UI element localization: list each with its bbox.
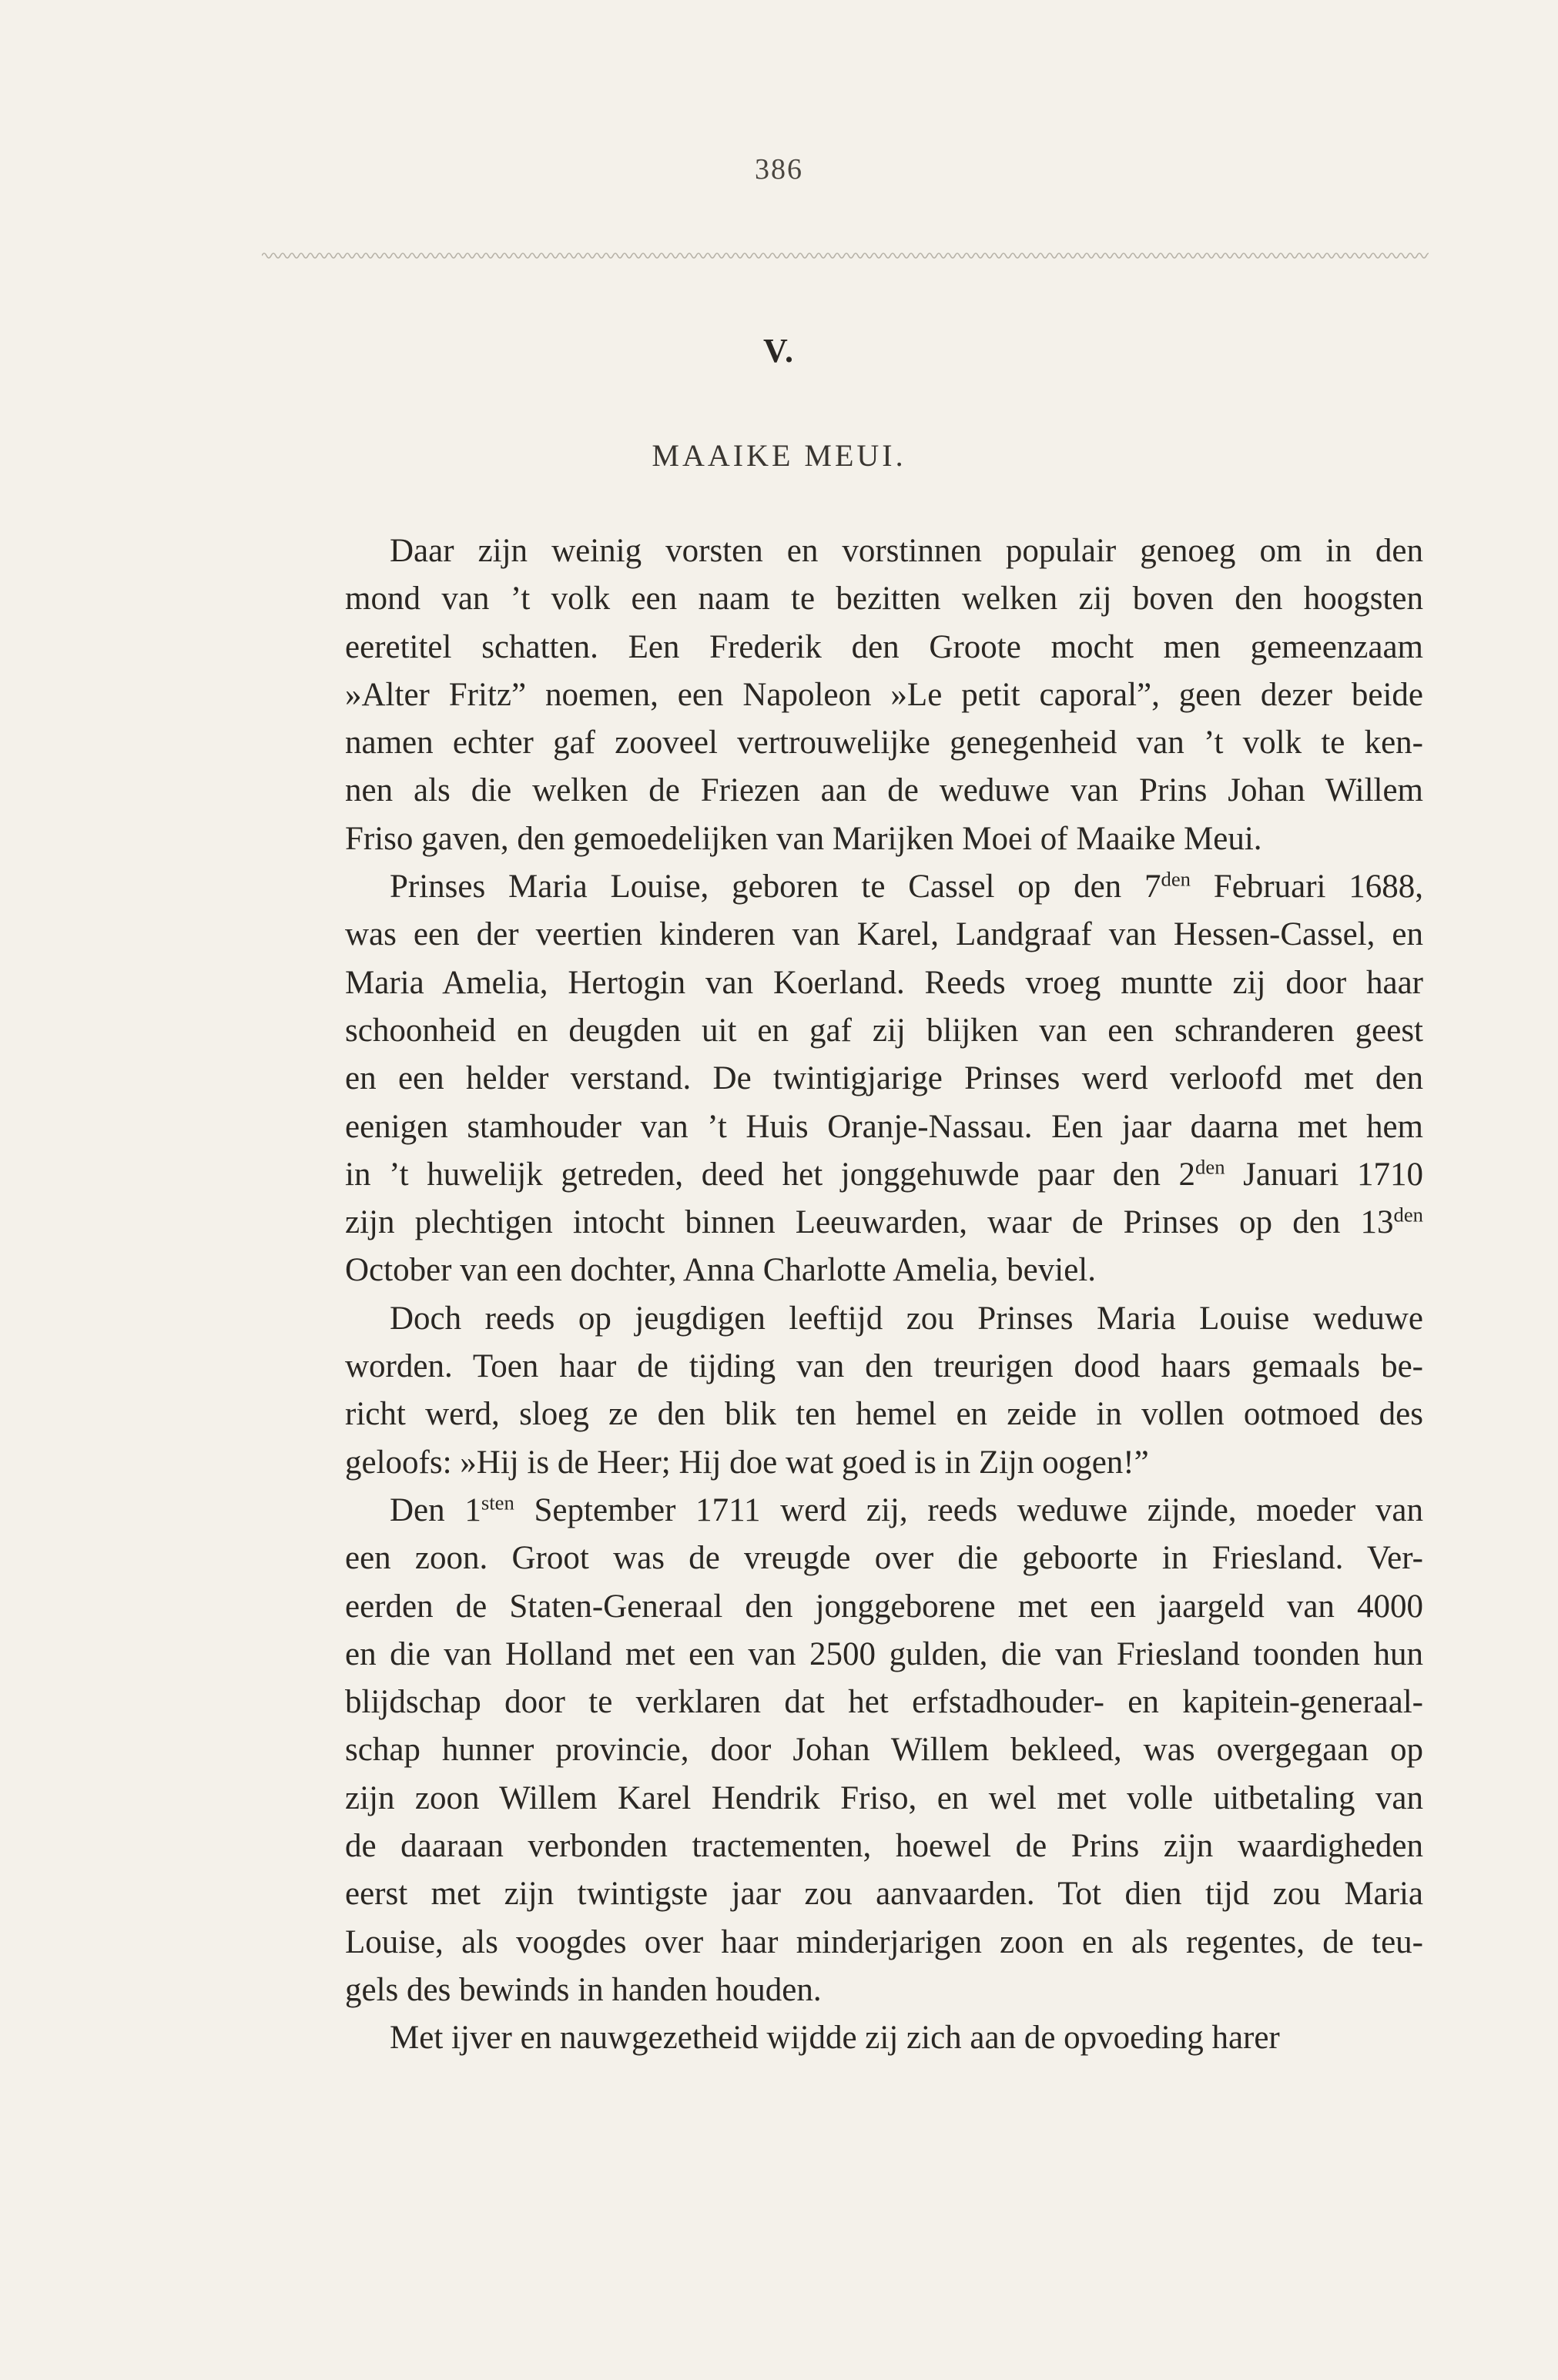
- text-line: eerden de Staten-Generaal den jonggeborene met een jaargeld van 4000: [345, 1588, 1423, 1625]
- chapter-title: MAAIKE MEUI.: [652, 438, 906, 473]
- text-line: blijdschap door te verklaren dat het erfstadhouder- en kapitein-generaal-: [345, 1684, 1423, 1721]
- decorative-rule: [262, 248, 1429, 263]
- text-line: Met ijver en nauwgezetheid wijdde zij zich aan de opvoeding harer: [390, 2020, 1280, 2057]
- text-line: Daar zijn weinig vorsten en vorstinnen populair genoeg om in den: [390, 533, 1423, 569]
- text-line: in ’t huwelijk getreden, deed het jonggehuwde paar den $2^{den}$ Januari 1710: [345, 1155, 1424, 1193]
- text-line: mond van ’t volk een naam te bezitten welken zij boven den hoogsten: [345, 581, 1423, 618]
- text-line: schoonheid en deugden uit en gaf zij blijken van een schranderen geest: [345, 1012, 1423, 1049]
- text-line: Maria Amelia, Hertogin van Koerland. Reeds vroeg muntte zij door haar: [345, 964, 1423, 1001]
- text-line: de daaraan verbonden tractementen, hoewel de Prins zijn waardigheden: [345, 1828, 1423, 1865]
- text-line: zijn zoon Willem Karel Hendrik Friso, en wel met volle uitbetaling van: [345, 1779, 1423, 1816]
- text-line: een zoon. Groot was de vreugde over die geboorte in Friesland. Ver-: [345, 1540, 1423, 1577]
- text-line: geloofs: »Hij is de Heer; Hij doe wat goed is in Zijn oogen!”: [345, 1444, 1149, 1481]
- text-line: October van een dochter, Anna Charlotte Amelia, beviel.: [345, 1252, 1096, 1289]
- text-line: en een helder verstand. De twintigjarige Prinses werd verloofd met den: [345, 1060, 1423, 1097]
- text-line: en die van Holland met een van 2500 gulden, die van Friesland toonden hun: [345, 1635, 1423, 1672]
- text-line: Doch reeds op jeugdigen leeftijd zou Prinses Maria Louise weduwe: [390, 1300, 1423, 1337]
- text-line: was een der veertien kinderen van Karel, Landgraaf van Hessen-Cassel, en: [345, 916, 1423, 953]
- text-line: richt werd, sloeg ze den blik ten hemel en zeide in vollen ootmoed des: [345, 1396, 1423, 1433]
- text-line: namen echter gaf zooveel vertrouwelijke genegenheid van ’t volk te ken-: [345, 725, 1423, 762]
- text-line: schap hunner provincie, door Johan Willem bekleed, was overgegaan op: [345, 1732, 1423, 1769]
- text-line: Friso gaven, den gemoedelijken van Marijken Moei of Maaike Meui.: [345, 820, 1262, 857]
- text-line: eenigen stamhouder van ’t Huis Oranje-Nassau. Een jaar daarna met hem: [345, 1108, 1423, 1145]
- text-line: Prinses Maria Louise, geboren te Cassel op den $7^{den}$ Februari 1688,: [390, 867, 1424, 905]
- text-line: Louise, als voogdes over haar minderjarigen zoon en als regentes, de teu-: [345, 1923, 1423, 1960]
- body-text: [345, 527, 1423, 2063]
- text-line: worden. Toen haar de tijding van den treurigen dood haars gemaals be-: [345, 1348, 1423, 1385]
- text-line: Den $1^{sten}$ September 1711 werd zij, reeds weduwe zijnde, moeder van: [390, 1491, 1423, 1528]
- text-line: nen als die welken de Friezen aan de weduwe van Prins Johan Willem: [345, 772, 1423, 809]
- text-line: gels des bewinds in handen houden.: [345, 1971, 822, 2008]
- text-line: zijn plechtigen intocht binnen Leeuwarden, waar de Prinses op den $13^{den}$: [345, 1203, 1423, 1241]
- page-number: 386: [755, 153, 803, 186]
- text-line: eeretitel schatten. Een Frederik den Groote mocht men gemeenzaam: [345, 628, 1423, 665]
- text-line: »Alter Fritz” noemen, een Napoleon »Le petit caporal”, geen dezer beide: [345, 676, 1423, 713]
- text-line: eerst met zijn twintigste jaar zou aanvaarden. Tot dien tijd zou Maria: [345, 1876, 1423, 1913]
- section-numeral: V.: [762, 332, 796, 370]
